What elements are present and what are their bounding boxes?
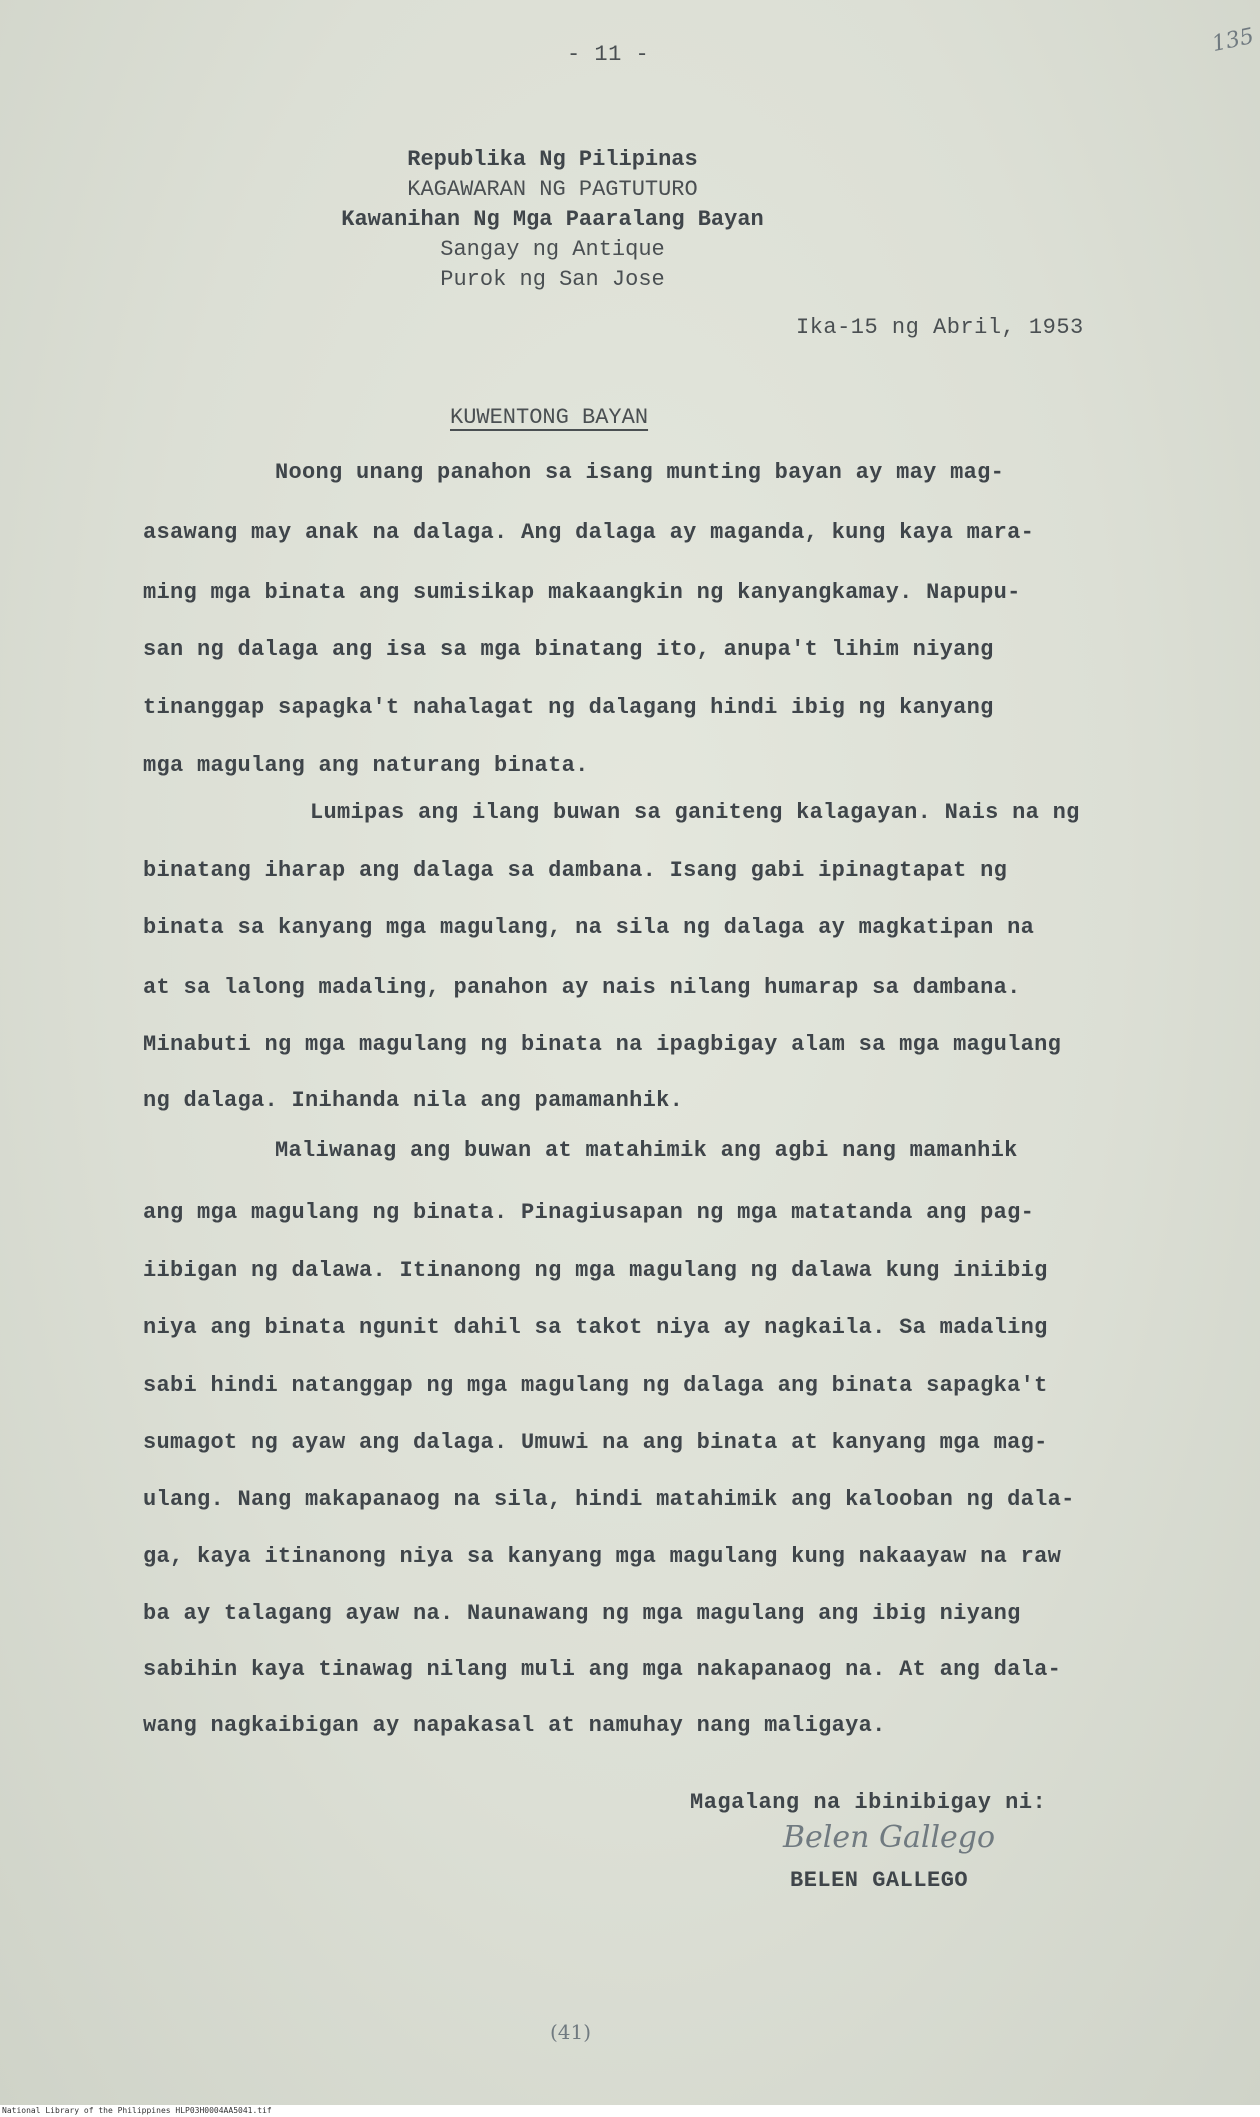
- header-bureau: Kawanihan Ng Mga Paaralang Bayan: [341, 207, 764, 232]
- body-line: ulang. Nang makapanaog na sila, hindi matahimik ang kalooban ng dala-: [143, 1487, 1075, 1512]
- story-title: KUWENTONG BAYAN: [450, 405, 649, 430]
- document-date: Ika-15 ng Abril, 1953: [796, 315, 1084, 340]
- header-division: Sangay ng Antique: [440, 237, 665, 262]
- bottom-page-mark: (41): [550, 2020, 592, 2044]
- body-line: ga, kaya itinanong niya sa kanyang mga magulang kung nakaayaw na raw: [143, 1544, 1062, 1569]
- archive-footer: National Library of the Philippines HLP03H0004AA5041.tif: [2, 2106, 272, 2115]
- signer-name: BELEN GALLEGO: [790, 1868, 969, 1893]
- header-department: KAGAWARAN NG PAGTUTURO: [407, 177, 698, 202]
- letterhead: [0, 145, 1260, 295]
- body-line: wang nagkaibigan ay napakasal at namuhay nang maligaya.: [143, 1713, 886, 1738]
- body-line: ang mga magulang ng binata. Pinagiusapan ng mga matatanda ang pag-: [143, 1200, 1035, 1225]
- body-line: Lumipas ang ilang buwan sa ganiteng kalagayan. Nais na ng: [310, 800, 1080, 825]
- body-line: at sa lalong madaling, panahon ay nais nilang humarap sa dambana.: [143, 975, 1021, 1000]
- closing-line: Magalang na ibinibigay ni:: [690, 1790, 1047, 1815]
- body-line: san ng dalaga ang isa sa mga binatang ito, anupa't lihim niyang: [143, 637, 994, 662]
- body-line: sabihin kaya tinawag nilang muli ang mga nakapanaog na. At ang dala-: [143, 1657, 1062, 1682]
- header-district: Purok ng San Jose: [440, 267, 665, 292]
- corner-page-mark: 135: [1209, 23, 1257, 58]
- body-line: asawang may anak na dalaga. Ang dalaga ay maganda, kung kaya mara-: [143, 520, 1035, 545]
- body-line: iibigan ng dalawa. Itinanong ng mga magulang ng dalawa kung iniibig: [143, 1258, 1048, 1283]
- body-line: binata sa kanyang mga magulang, na sila ng dalaga ay magkatipan na: [143, 915, 1035, 940]
- body-line: ng dalaga. Inihanda nila ang pamamanhik.: [143, 1088, 684, 1113]
- body-line: ming mga binata ang sumisikap makaangkin ng kanyangkamay. Napupu-: [143, 580, 1021, 605]
- signature: Belen Gallego: [783, 1820, 996, 1855]
- body-line: sumagot ng ayaw ang dalaga. Umuwi na ang binata at kanyang mga mag-: [143, 1430, 1048, 1455]
- body-line: Noong unang panahon sa isang munting bayan ay may mag-: [275, 460, 1005, 485]
- header-republic: Republika Ng Pilipinas: [407, 147, 698, 172]
- body-line: tinanggap sapagka't nahalagat ng dalagang hindi ibig ng kanyang: [143, 695, 994, 720]
- body-line: mga magulang ang naturang binata.: [143, 753, 589, 778]
- body-line: sabi hindi natanggap ng mga magulang ng dalaga ang binata sapagka't: [143, 1373, 1048, 1398]
- body-line: binatang iharap ang dalaga sa dambana. Isang gabi ipinagtapat ng: [143, 858, 1008, 883]
- body-line: ba ay talagang ayaw na. Naunawang ng mga magulang ang ibig niyang: [143, 1601, 1021, 1626]
- body-line: Maliwanag ang buwan at matahimik ang agbi nang mamanhik: [275, 1138, 1018, 1163]
- page-number: - 11 -: [567, 42, 650, 67]
- body-line: Minabuti ng mga magulang ng binata na ipagbigay alam sa mga magulang: [143, 1032, 1062, 1057]
- body-line: niya ang binata ngunit dahil sa takot niya ay nagkaila. Sa madaling: [143, 1315, 1048, 1340]
